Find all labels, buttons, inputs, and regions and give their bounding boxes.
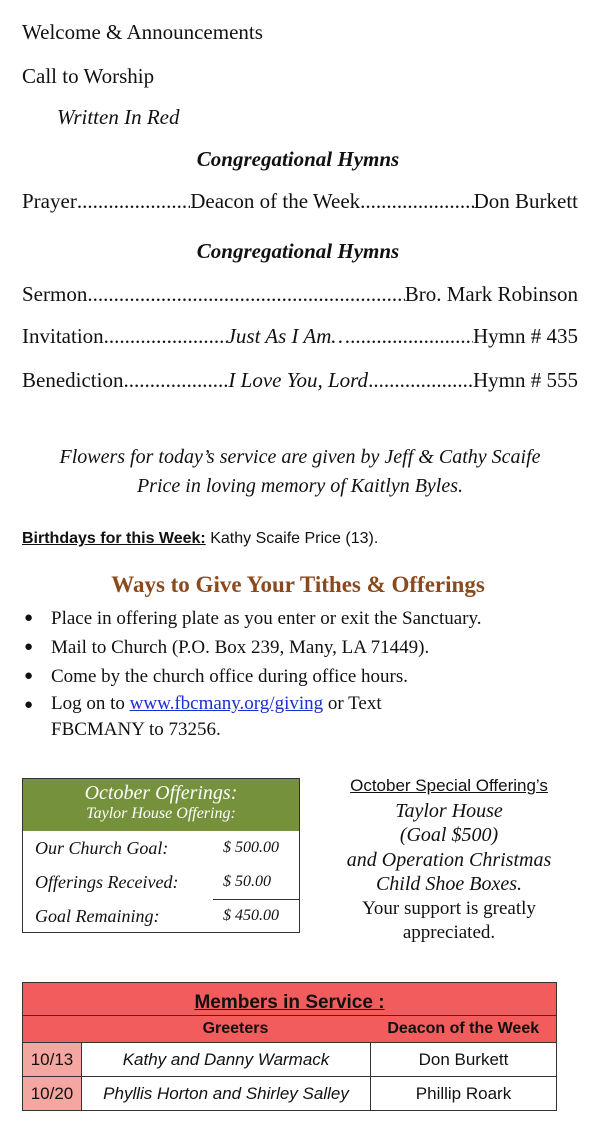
offerings-row-value: $ 500.00 (223, 839, 279, 856)
special-offering-line: and Operation Christmas (346, 848, 552, 871)
offerings-row-label: Offerings Received: (35, 871, 179, 892)
invitation-right: Hymn # 435 (473, 324, 579, 348)
sermon-label: Sermon (22, 282, 88, 306)
special-offering (316, 774, 582, 946)
offerings-row (23, 831, 299, 865)
special-offering-line: (Goal $500) (399, 824, 499, 846)
members-table (22, 982, 557, 1111)
offerings-row (23, 865, 299, 899)
flowers-note (0, 443, 596, 501)
special-offering-line: appreciated. (402, 922, 496, 943)
offerings-header (23, 779, 299, 831)
invitation-middle: Just As I Am… (226, 324, 351, 348)
flowers-line-1: Flowers for today’s service are given by Jeff & Cathy Scaife (59, 446, 541, 468)
giving-title: Ways to Give Your Tithes & Offerings (111, 572, 485, 597)
call-to-worship-song: Written In Red (57, 105, 180, 129)
members-greeters: Phyllis Horton and Shirley Salley (82, 1077, 371, 1111)
members-date: 10/13 (23, 1043, 82, 1077)
offerings-row-value: $ 450.00 (223, 907, 279, 924)
members-header-empty (23, 1016, 82, 1043)
bullet-icon: ● (24, 610, 34, 626)
hymns-heading-2: Congregational Hymns (196, 239, 400, 263)
benediction-label: Benediction (22, 368, 124, 392)
members-deacon: Don Burkett (371, 1043, 557, 1077)
list-item (22, 691, 592, 743)
call-to-worship: Call to Worship (22, 64, 155, 88)
giving-list (22, 604, 592, 743)
birthdays-label: Birthdays for this Week: (22, 530, 206, 547)
invitation-label: Invitation (22, 324, 104, 348)
online-line-2: FBCMANY to 73256. (51, 719, 221, 740)
bullet-icon: ● (24, 697, 34, 713)
birthdays (22, 530, 378, 548)
table-row (23, 1077, 557, 1111)
special-offering-line: Your support is greatly (362, 897, 536, 919)
benediction-line (22, 368, 578, 393)
prayer-label: Prayer (22, 189, 77, 213)
prayer-right: Don Burkett (473, 189, 578, 213)
members-header-greeters: Greeters (82, 1016, 371, 1043)
special-offering-line: Child Shoe Boxes. (375, 873, 523, 895)
giving-online-text (51, 691, 592, 743)
invitation-line (22, 324, 578, 349)
members-title: Members in Service : (23, 983, 557, 1016)
online-suffix: or Text (323, 693, 382, 714)
list-item (22, 633, 592, 662)
members-deacon: Phillip Roark (371, 1077, 557, 1111)
prayer-middle: Deacon of the Week (190, 189, 361, 213)
bullet-icon: ● (24, 639, 34, 655)
benediction-right: Hymn # 555 (473, 368, 578, 392)
welcome-announcements: Welcome & Announcements (22, 20, 263, 44)
giving-item-text: Place in offering plate as you enter or exit the Sanctuary. (51, 608, 482, 629)
benediction-leader-dots-1 (123, 368, 228, 393)
offerings-box (22, 778, 300, 933)
flowers-line-2: Price in loving memory of Kaitlyn Byles. (136, 475, 464, 497)
birthdays-text: Kathy Scaife Price (13). (210, 530, 379, 547)
list-item (22, 662, 592, 691)
giving-link[interactable]: www.fbcmany.org/giving (129, 693, 324, 714)
invitation-leader-dots-2 (350, 324, 473, 349)
members-greeters: Kathy and Danny Warmack (82, 1043, 371, 1077)
benediction-leader-dots-2 (368, 368, 473, 393)
sermon-leader-dots (87, 282, 404, 307)
hymns-heading-1: Congregational Hymns (196, 147, 400, 171)
special-offering-title: October Special Offering’s (350, 776, 548, 795)
prayer-leader-dots-1 (77, 189, 190, 214)
members-header-row (23, 1016, 557, 1043)
table-row (23, 1043, 557, 1077)
special-offering-line: Taylor House (395, 799, 503, 822)
list-item (22, 604, 592, 633)
bullet-icon: ● (24, 668, 34, 684)
members-title-row (23, 983, 557, 1016)
offerings-header-subtitle: Taylor House Offering: (86, 805, 236, 822)
offerings-row-label: Goal Remaining: (35, 905, 160, 926)
online-prefix: Log on to (51, 693, 130, 714)
invitation-leader-dots-1 (104, 324, 227, 349)
giving-item-text: Come by the church office during office hours. (51, 666, 409, 687)
offerings-row-label: Our Church Goal: (35, 837, 169, 858)
giving-item-text: Mail to Church (P.O. Box 239, Many, LA 71449). (51, 637, 430, 658)
members-header-deacon: Deacon of the Week (371, 1016, 557, 1043)
sermon-right: Bro. Mark Robinson (404, 282, 578, 306)
prayer-line (22, 189, 578, 214)
offerings-row (23, 899, 299, 933)
sermon-line (22, 282, 578, 307)
benediction-middle: I Love You, Lord (228, 368, 369, 392)
members-date: 10/20 (23, 1077, 82, 1111)
offerings-row-value: $ 50.00 (213, 865, 299, 900)
offerings-header-title: October Offerings: (84, 782, 238, 804)
prayer-leader-dots-2 (360, 189, 473, 214)
